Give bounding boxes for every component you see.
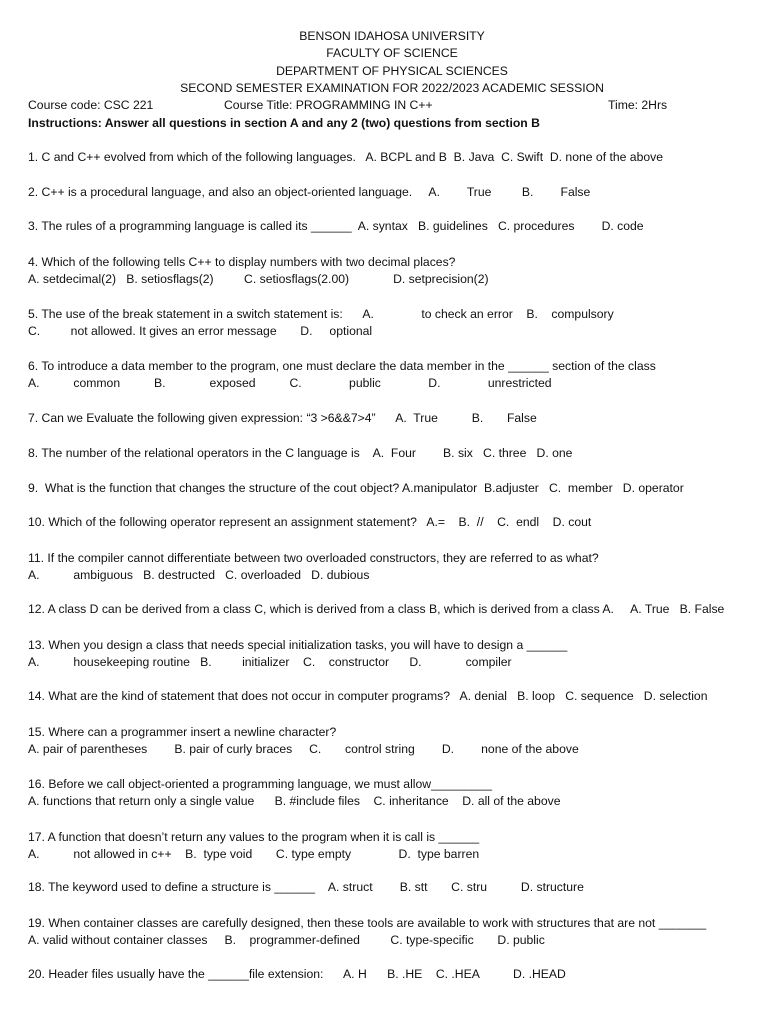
question-5-options: C. not allowed. It gives an error message D. optional [28, 324, 373, 338]
course-code: Course code: CSC 221 [28, 98, 154, 112]
course-title: Course Title: PROGRAMMING IN C++ [224, 98, 433, 112]
question-7: 7. Can we Evaluate the following given expression: “3 >6&&7>4” A. True B. False [28, 411, 537, 425]
question-10: 10. Which of the following operator represent an assignment statement? A.= B. // C. endl D. cout [28, 515, 592, 529]
question-16: 16. Before we call object-oriented a programming language, we must allow_________ [28, 777, 493, 791]
question-15-options: A. pair of parentheses B. pair of curly braces C. control string D. none of the above [28, 742, 579, 756]
question-4-options: A. setdecimal(2) B. setiosflags(2) C. setiosflags(2.00) D. setprecision(2) [28, 272, 489, 286]
question-19: 19. When container classes are carefully designed, then these tools are available to work with structures that are not _______ [28, 916, 707, 930]
question-4: 4. Which of the following tells C++ to display numbers with two decimal places? [28, 255, 456, 269]
question-9: 9. What is the function that changes the structure of the cout object? A.manipulator B.adjuster C. member D. operator [28, 481, 684, 495]
faculty-name: FACULTY OF SCIENCE [326, 46, 458, 60]
question-3: 3. The rules of a programming language is called its ______ A. syntax B. guidelines C. procedures D. code [28, 219, 644, 233]
exam-time: Time: 2Hrs [608, 98, 668, 112]
question-5: 5. The use of the break statement in a switch statement is: A. to check an error B. compulsory [28, 307, 614, 321]
question-2: 2. C++ is a procedural language, and also an object-oriented language. A. True B. False [28, 185, 591, 199]
question-11-options: A. ambiguous B. destructed C. overloaded D. dubious [28, 568, 370, 582]
question-19-options: A. valid without container classes B. programmer-defined C. type-specific D. public [28, 933, 545, 947]
question-15: 15. Where can a programmer insert a newline character? [28, 725, 337, 739]
question-20: 20. Header files usually have the ______file extension: A. H B. .HE C. .HEA D. .HEAD [28, 967, 566, 981]
question-8: 8. The number of the relational operators in the C language is A. Four B. six C. three D. one [28, 446, 573, 460]
department-name: DEPARTMENT OF PHYSICAL SCIENCES [276, 64, 508, 78]
question-6-options: A. common B. exposed C. public D. unrestricted [28, 376, 552, 390]
question-18: 18. The keyword used to define a structure is ______ A. struct B. stt C. stru D. structure [28, 880, 584, 894]
question-14: 14. What are the kind of statement that does not occur in computer programs? A. denial B. loop C. sequence D. selection [28, 689, 708, 703]
question-17-options: A. not allowed in c++ B. type void C. type empty D. type barren [28, 847, 480, 861]
question-1: 1. C and C++ evolved from which of the following languages. A. BCPL and B B. Java C. Swift D. none of the above [28, 150, 664, 164]
instructions: Instructions: Answer all questions in section A and any 2 (two) questions from section B [28, 116, 540, 130]
exam-title: SECOND SEMESTER EXAMINATION FOR 2022/2023 ACADEMIC SESSION [180, 81, 604, 95]
question-6: 6. To introduce a data member to the program, one must declare the data member in the ______ section of the class [28, 359, 656, 373]
question-17: 17. A function that doesn’t return any values to the program when it is call is ______ [28, 830, 480, 844]
question-13: 13. When you design a class that needs special initialization tasks, you will have to design a ______ [28, 638, 568, 652]
question-12: 12. A class D can be derived from a class C, which is derived from a class B, which is derived from a class A. A. True B. False [28, 602, 725, 616]
university-name: BENSON IDAHOSA UNIVERSITY [299, 29, 485, 43]
question-13-options: A. housekeeping routine B. initializer C. constructor D. compiler [28, 655, 512, 669]
question-16-options: A. functions that return only a single value B. #include files C. inheritance D. all of the above [28, 794, 561, 808]
question-11: 11. If the compiler cannot differentiate between two overloaded constructors, they are referred to as what? [28, 551, 599, 565]
